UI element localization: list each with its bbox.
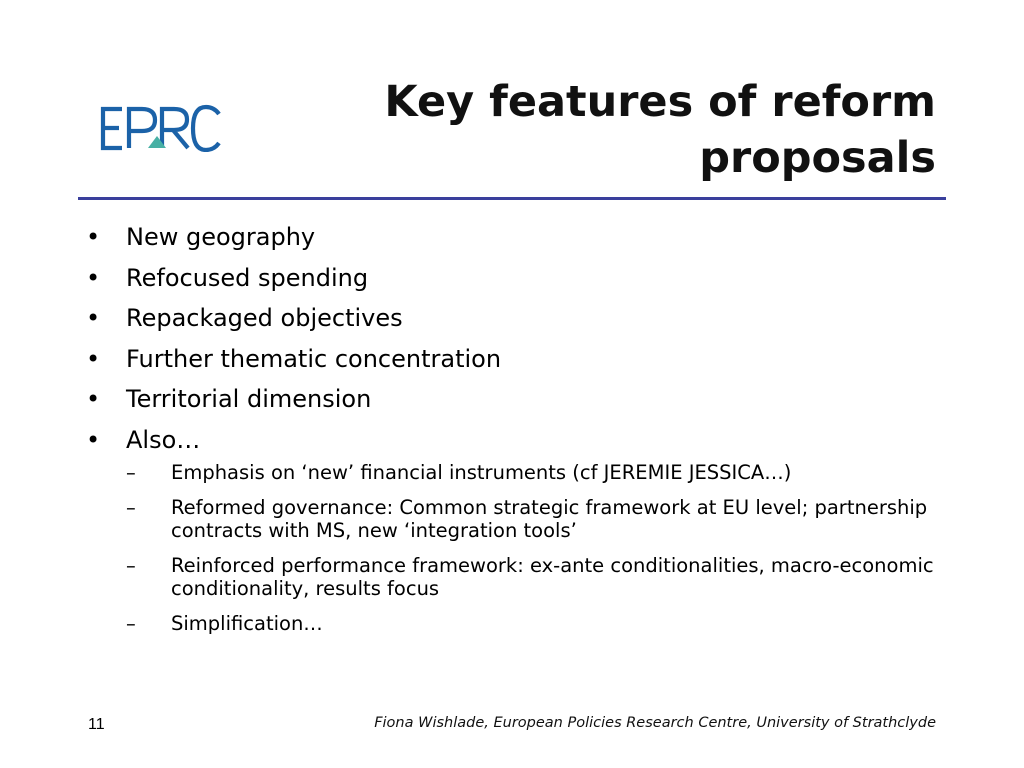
page-number: 11: [88, 716, 105, 733]
bullet-item: [86, 384, 946, 414]
sub-bullet-marker: –: [126, 553, 136, 577]
bullet-text: New geography: [126, 223, 316, 251]
sub-bullet-marker: –: [126, 495, 136, 519]
bullet-text: Also…: [126, 425, 201, 454]
sub-bullet-list: [126, 461, 946, 635]
sub-bullet-text: Reformed governance: Common strategic framework at EU level; partnership contracts with MS, new ‘integration tools’: [171, 495, 928, 542]
sub-bullet-text: Emphasis on ‘new’ financial instruments (cf JEREMIE JESSICA…): [171, 460, 792, 484]
bullet-marker: •: [86, 304, 101, 332]
title-divider: [78, 197, 946, 200]
eprc-logo: [100, 100, 222, 152]
sub-bullet-item: [126, 612, 946, 635]
bullet-item: [86, 303, 946, 333]
sub-bullet-marker: –: [126, 460, 136, 484]
bullet-item: [86, 344, 946, 374]
sub-bullet-item: [126, 496, 946, 542]
bullet-item: [86, 263, 946, 293]
bullet-marker: •: [86, 425, 101, 454]
bullet-text: Repackaged objectives: [126, 304, 403, 332]
footer-credit: Fiona Wishlade, European Policies Research Centre, University of Strathclyde: [374, 715, 936, 731]
bullet-item: [86, 425, 946, 635]
bullet-marker: •: [86, 344, 101, 373]
sub-bullet-item: [126, 461, 946, 484]
sub-bullet-item: [126, 554, 946, 600]
bullet-marker: •: [86, 263, 101, 292]
bullet-text: Territorial dimension: [126, 385, 372, 413]
sub-bullet-marker: –: [126, 611, 136, 635]
eprc-logo-graphic: [100, 100, 222, 152]
bullet-text: Further thematic concentration: [126, 344, 502, 373]
bullet-list: [86, 222, 946, 647]
sub-bullet-text: Reinforced performance framework: ex-ante conditionalities, macro-economic conditionality, results focus: [171, 553, 934, 600]
bullet-marker: •: [86, 385, 101, 413]
bullet-text: Refocused spending: [126, 263, 369, 292]
bullet-item: [86, 222, 946, 252]
sub-bullet-text: Simplification…: [171, 611, 323, 635]
slide-title: Key features of reform proposals: [384, 77, 936, 183]
bullet-marker: •: [86, 223, 101, 251]
